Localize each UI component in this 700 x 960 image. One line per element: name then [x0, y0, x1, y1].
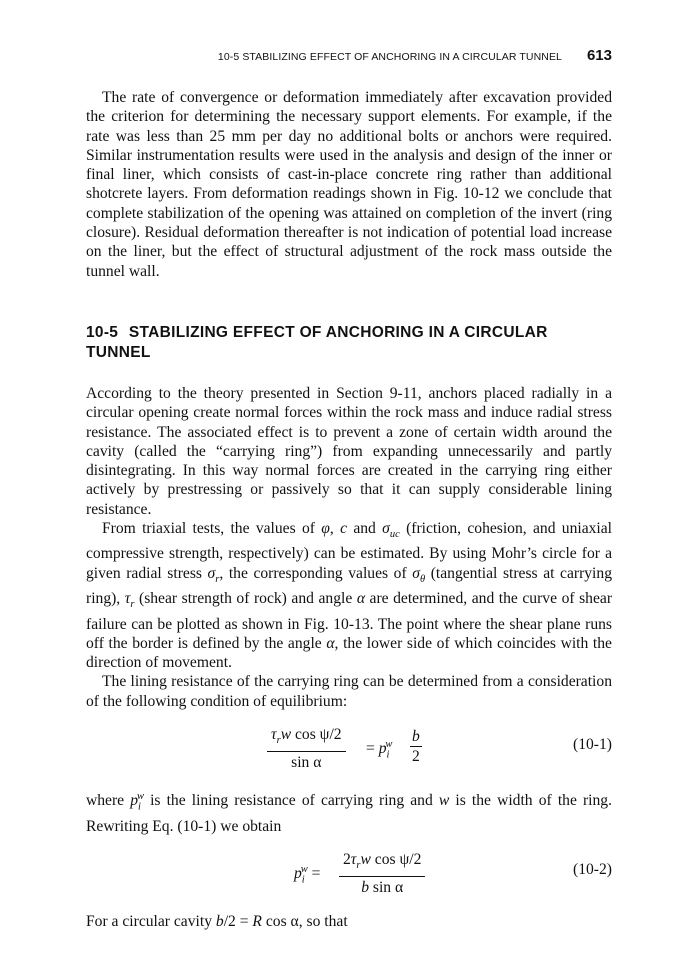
paragraph-1: The rate of convergence or deformation immediately after excavation provided the criterion for determining the necessary support elements. For example, if the rate was less than 25 mm per day no additional bolts or anchors were required. Similar instrumentation results were used in the analysis and design of the inner or final liner, which consists of cast-in-place concrete ring rather than additional shotcrete layers. From deformation readings shown in Fig. 10-12 we conclude that complete stabilization of the opening was attained on completion of the invert (ring closure). Residual deformation thereafter is not indication of potential load increase on the liner, but the effect of structural adjustment of the rock mass outside the tunnel wall.: [86, 89, 612, 280]
equation-10-1: $\tau_rw$ cos ψ/2 sin α = $p_i^w$ $\frac{b}{2}$ (10-1): [86, 717, 612, 783]
body-text: [86, 88, 612, 931]
eq1-b-over-2: $\frac{b}{2}$: [412, 728, 420, 766]
eq2-fraction: $2\tau_rw$ cos ψ/2 b sin α: [339, 850, 425, 898]
eq1-number: (10-1): [573, 736, 612, 754]
eq2-number: (10-2): [573, 860, 612, 878]
eq1-fraction: $\tau_rw$ cos ψ/2 sin α: [267, 725, 346, 773]
running-head-title: 10-5 STABILIZING EFFECT OF ANCHORING IN A CIRCULAR TUNNEL: [217, 51, 562, 63]
paragraph-4: The lining resistance of the carrying ring can be determined from a consideration of the following condition of equilibrium:: [86, 673, 612, 710]
section-title: STABILIZING EFFECT OF ANCHORING IN A CIRCULAR TUNNEL: [86, 323, 548, 361]
page-number: 613: [586, 47, 612, 64]
paragraph-3: From triaxial tests, the values of φ, c and $\sigma_{uc}$ (friction, cohesion, and uniaxial compressive strength, respectively) can be estimated. By using Mohr’s circle for a given radial stress $\sigma_r$, the corresponding values of $\sigma_\theta$ (tangential stress at carrying ring), $\tau_r$ (shear strength of rock) and angle α are determined, and the curve of shear failure can be plotted as shown in Fig. 10-13. The point where the shear plane runs off the border is defined by the angle α, the lower side of which coincides with the direction of movement.: [86, 520, 613, 672]
section-number: 10-5: [86, 323, 119, 341]
paragraph-5: where $p_i^w$ is the lining resistance of carrying ring and w is the width of the ring. Rewriting Eq. (10-1) we obtain: [86, 791, 612, 835]
running-head: [86, 47, 612, 67]
paragraph-2: According to the theory presented in Section 9-11, anchors placed radially in a circular opening create normal forces within the rock mass and induce radial stress resistance. The associated effect is to prevent a zone of certain width around the cavity (called the “carrying ring”) from expanding unnecessarily and partly disintegrating. In this way normal forces are created in the carrying ring either actively by prestressing or passively so that it can supply considerable lining resistance.: [86, 384, 612, 518]
section-heading: [86, 323, 612, 363]
equation-10-2: $p_i^w$ = $2\tau_rw$ cos ψ/2 b sin α (10-2): [294, 850, 612, 897]
paragraph-6: For a circular cavity b/2 = R cos α, so that: [86, 912, 348, 930]
